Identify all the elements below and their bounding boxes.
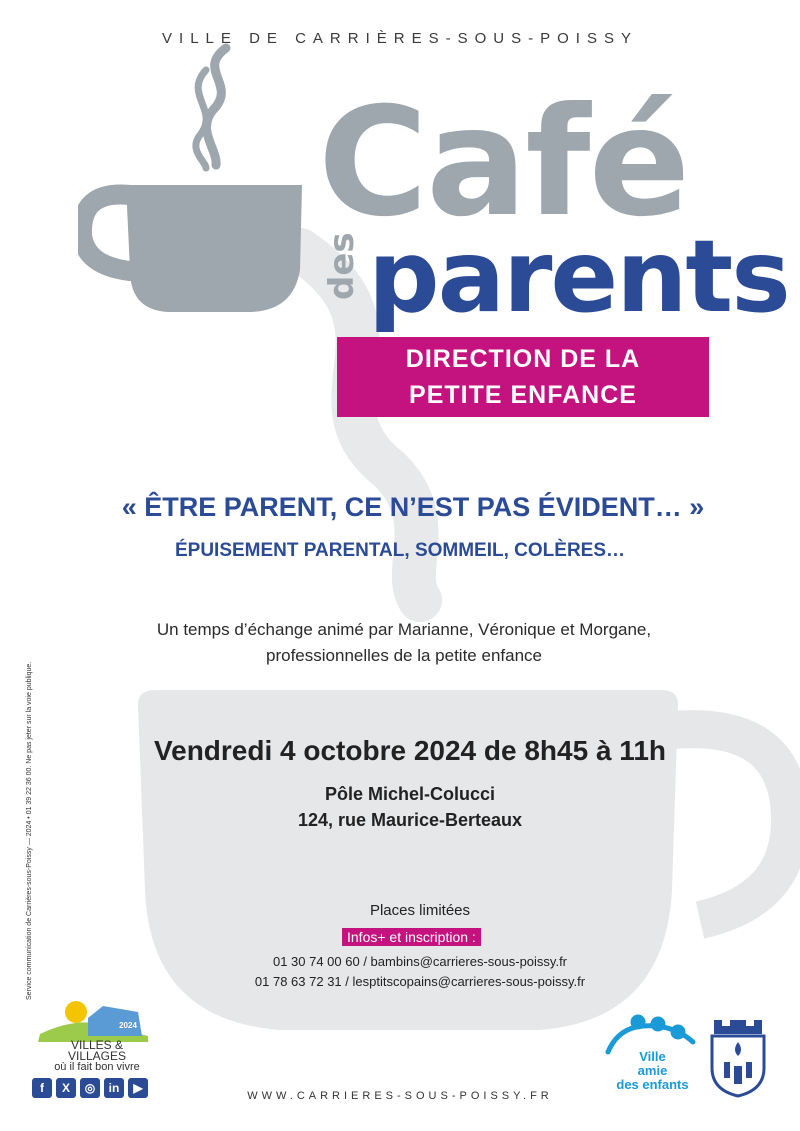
event-venue: Pôle Michel-Colucci bbox=[324, 784, 496, 804]
coat-of-arms-icon bbox=[708, 1016, 768, 1098]
side-legal-note: Service communication de Carrières-sous-Poissy — 2024 • 01 39 22 36 00. Ne pas jeter sur la voie publique. bbox=[26, 661, 33, 1000]
title-cafe: Café bbox=[318, 76, 689, 250]
ame-line1: Ville bbox=[639, 1049, 666, 1064]
theme-quote: « ÊTRE PARENT, CE N’EST PAS ÉVIDENT… » bbox=[121, 492, 705, 522]
vv-name: VILLES & VILLAGES bbox=[67, 1038, 127, 1063]
coffee-cup-icon bbox=[78, 40, 308, 320]
theme-subtitle: ÉPUISEMENT PARENTAL, SOMMEIL, COLÈRES… bbox=[174, 540, 626, 561]
villes-villages-text bbox=[42, 1040, 152, 1073]
vv-slogan: où il fait bon vivre bbox=[54, 1061, 140, 1073]
contact-line2[interactable]: 01 78 63 72 31 / lesptitscopains@carrieres-sous-poissy.fr bbox=[254, 974, 586, 989]
contact-block bbox=[0, 952, 800, 992]
website-url[interactable]: WWW.CARRIERES-SOUS-POISSY.FR bbox=[247, 1090, 553, 1102]
department-banner bbox=[337, 337, 709, 417]
title-des: des bbox=[322, 232, 362, 300]
event-location bbox=[0, 781, 800, 833]
event-address: 124, rue Maurice-Berteaux bbox=[297, 810, 523, 830]
city-header: VILLE DE CARRIÈRES-SOUS-POISSY bbox=[162, 30, 638, 47]
villes-villages-logo-icon bbox=[38, 998, 148, 1042]
ville-amie-text bbox=[610, 1050, 695, 1092]
vv-year: 2024 bbox=[119, 1021, 137, 1030]
youtube-icon[interactable]: ▶ bbox=[128, 1078, 148, 1098]
intro-text bbox=[0, 617, 800, 669]
places-limited: Places limitées bbox=[369, 902, 471, 919]
facebook-icon[interactable]: f bbox=[32, 1078, 52, 1098]
title-parents: parents bbox=[368, 218, 789, 335]
contact-line1[interactable]: 01 30 74 00 60 / bambins@carrieres-sous-poissy.fr bbox=[272, 954, 568, 969]
intro-line1: Un temps d’échange animé par Marianne, Véronique et Morgane, bbox=[156, 620, 652, 639]
linkedin-icon[interactable]: in bbox=[104, 1078, 124, 1098]
ame-line2: amie bbox=[637, 1063, 668, 1078]
x-icon[interactable]: X bbox=[56, 1078, 76, 1098]
intro-line2: professionnelles de la petite enfance bbox=[266, 646, 542, 665]
ame-line3: des enfants bbox=[616, 1077, 689, 1092]
event-date: Vendredi 4 octobre 2024 de 8h45 à 11h bbox=[153, 735, 667, 766]
department-line1: DIRECTION DE LA bbox=[405, 345, 641, 373]
infos-label: Infos+ et inscription : bbox=[342, 928, 481, 946]
instagram-icon[interactable]: ◎ bbox=[80, 1078, 100, 1098]
department-line2: PETITE ENFANCE bbox=[409, 381, 637, 409]
